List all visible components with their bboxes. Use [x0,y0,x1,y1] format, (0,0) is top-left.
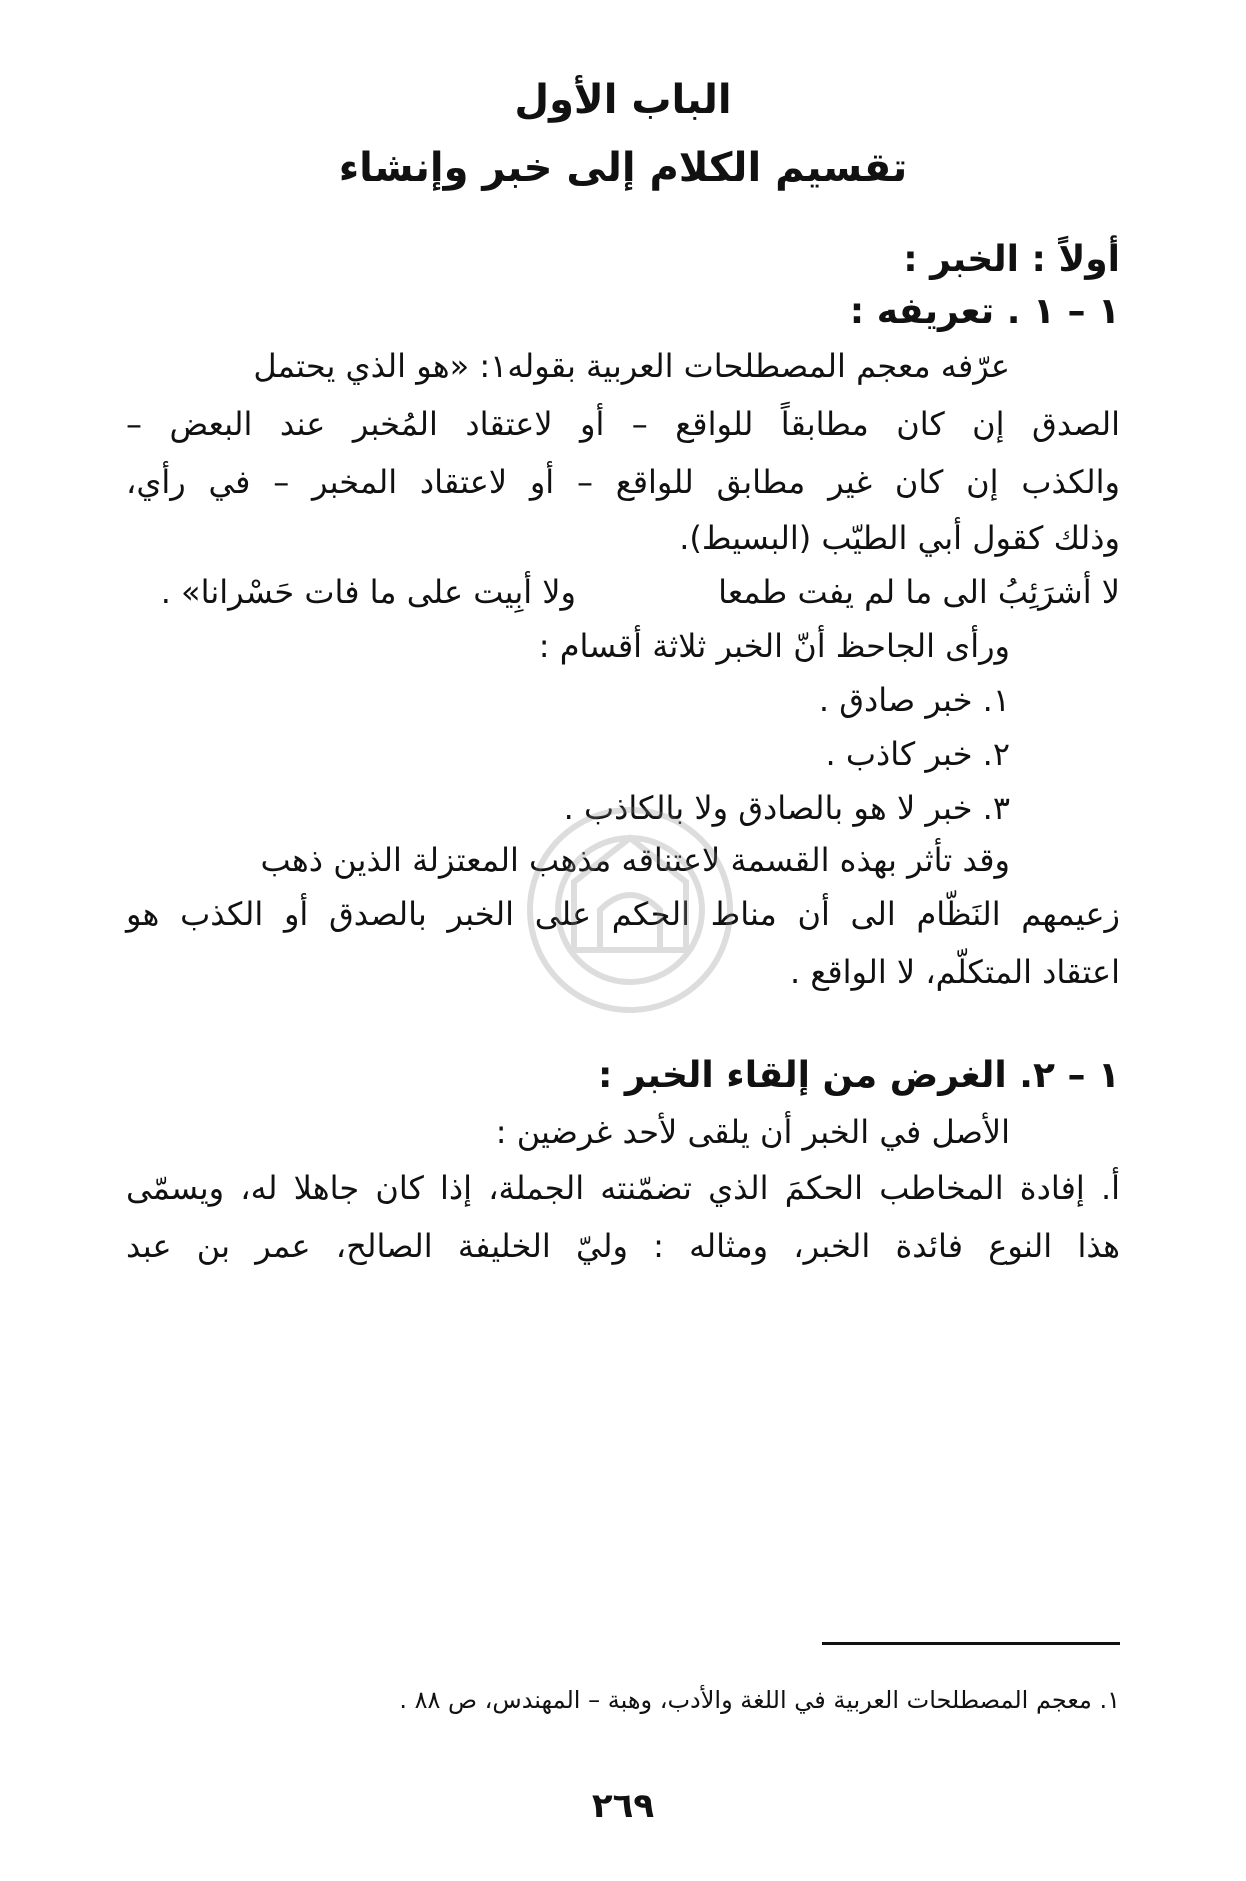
purpose-item-a-line: أ. إفادة المخاطب الحكمَ الذي تضمّنته الجملة، إذا كان جاهلا له، ويسمّى [126,1169,1120,1207]
list-item: ٣. خبر لا هو بالصادق ولا بالكاذب . [563,789,1010,827]
list-item: ٢. خبر كاذب . [825,735,1010,773]
mosque-emblem-icon [510,790,750,1030]
jahiz-intro: ورأى الجاحظ أنّ الخبر ثلاثة أقسام : [538,627,1010,665]
page-number: ٢٦٩ [591,1786,655,1826]
subsection-heading-purpose: ١ – ٢. الغرض من إلقاء الخبر : [597,1055,1120,1096]
chapter-subtitle: تقسيم الكلام إلى خبر وإنشاء [338,145,908,191]
definition-line: والكذب إن كان غير مطابق للواقع – أو لاعتقاد المخبر – في رأي، [126,463,1120,501]
subsection-heading-definition: ١ – ١ . تعريفه : [849,291,1120,332]
list-item: ١. خبر صادق . [818,681,1010,719]
poem-hemistich-first: لا أشرَئِبُ الى ما لم يفت طمعا [718,573,1120,611]
nazzam-line: اعتقاد المتكلّم، لا الواقع . [789,953,1120,991]
definition-line: عرّفه معجم المصطلحات العربية بقوله١: «هو الذي يحتمل [253,347,1010,385]
purpose-item-a-line: هذا النوع فائدة الخبر، ومثاله : وليّ الخليفة الصالح، عمر بن عبد [126,1227,1120,1265]
purpose-intro: الأصل في الخبر أن يلقى لأحد غرضين : [495,1113,1010,1151]
chapter-title: الباب الأول [514,77,732,123]
definition-line: الصدق إن كان مطابقاً للواقع – أو لاعتقاد المُخبر عند البعض – [126,405,1120,443]
nazzam-line: زعيمهم النَظّام الى أن مناط الحكم على الخبر بالصدق أو الكذب هو [126,895,1120,933]
poem-hemistich-second: ولا أبِيت على ما فات حَسْرانا» . [160,573,576,611]
section-heading-khabar: أولاً : الخبر : [903,239,1120,280]
footnote: ١. معجم المصطلحات العربية في اللغة والأدب، وهبة – المهندس، ص ٨٨ . [399,1686,1120,1714]
footnote-separator [822,1642,1120,1645]
poem-verse [126,566,1120,618]
nazzam-line: وقد تأثر بهذه القسمة لاعتناقه مذهب المعتزلة الذين ذهب [260,841,1010,879]
definition-line: وذلك كقول أبي الطيّب (البسيط). [679,519,1120,557]
